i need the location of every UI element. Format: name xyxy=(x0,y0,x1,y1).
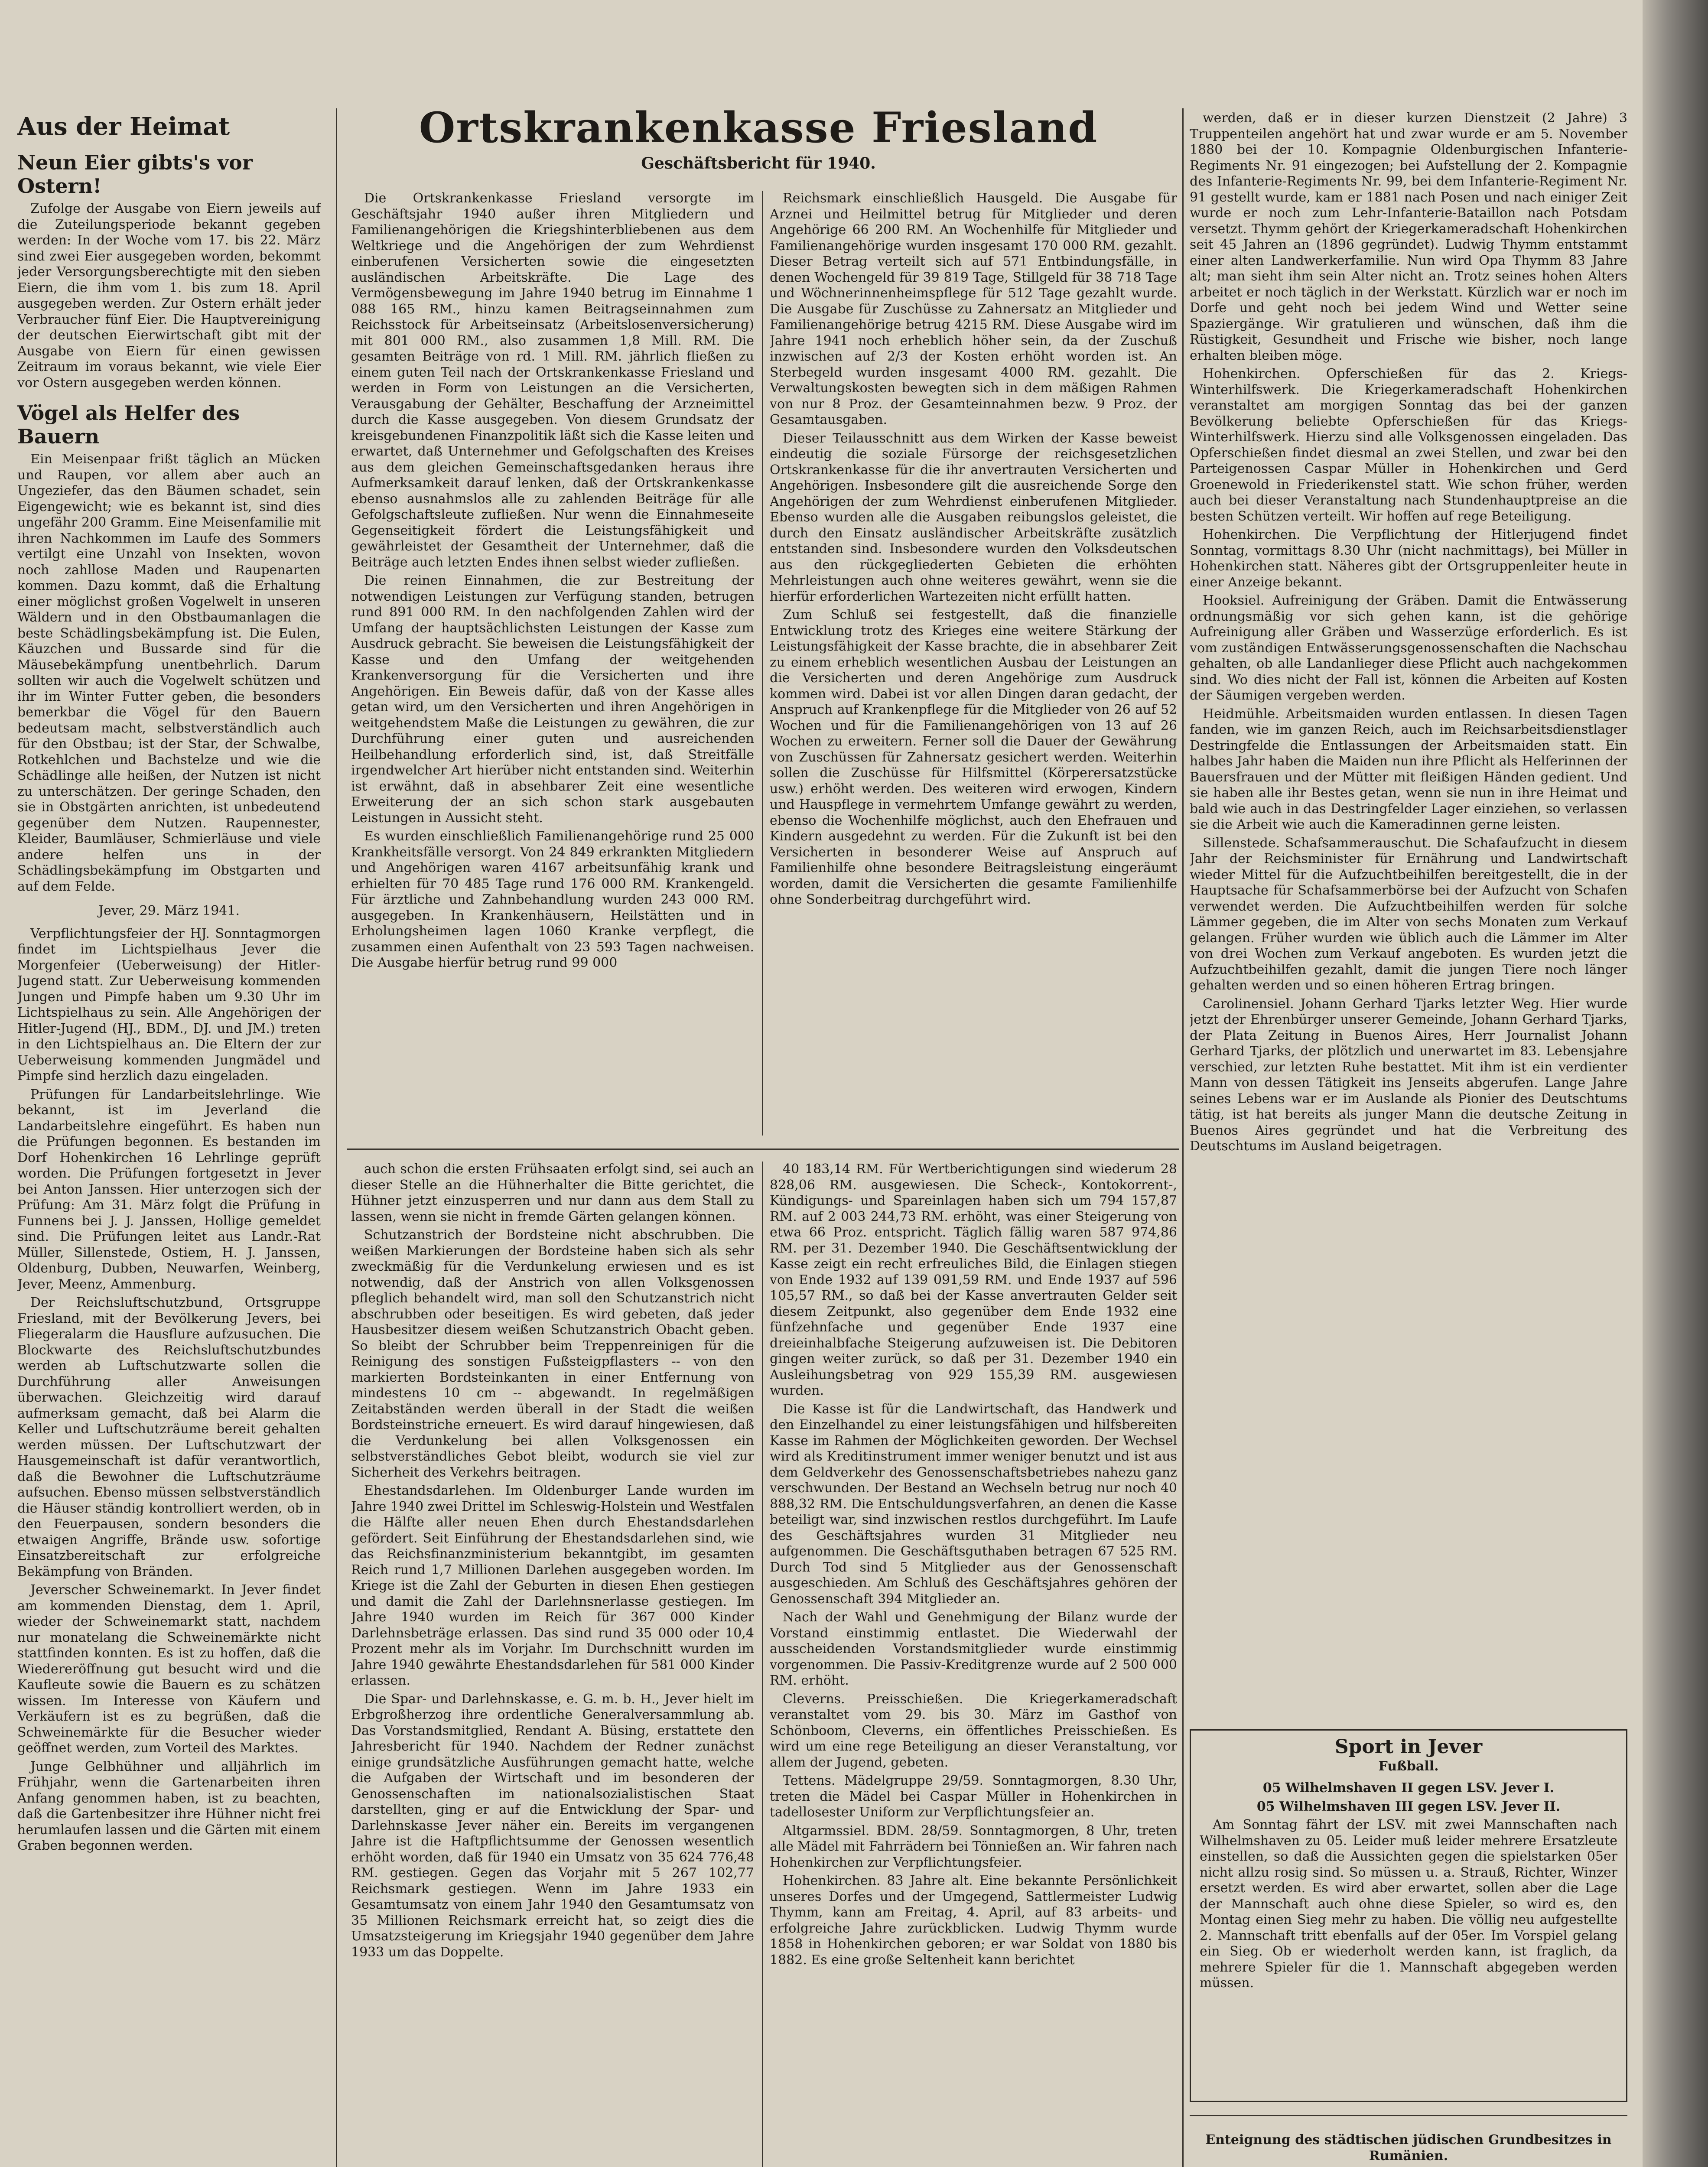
eggs-text: Zufolge der Ausgabe von Eiern jeweils auf die Zuteilungsperiode bekannt gegeben werden: In der Woche vom 17. bis 22. März sind zwei Eier ausgegeben worden, bekommt jeder Versorgungsberechtigte mit den sieben Eiern, die ihm vom 1. bis zum 18. April ausgegeben werden. Zur Ostern erhält jeder Verbraucher fünf Eier. Die Hauptvereinigung der deutschen Eierwirtschaft gibt mit der Ausgabe von Eiern für einen gewissen Zeitraum im voraus bekannt, wie viele Eier vor Ostern ausgegeben werden können. xyxy=(17,201,321,390)
regional-news-column xyxy=(1190,111,1627,1723)
news-item: Sillenstede. Schafsammerauschut. Die Schafaufzucht in diesem Jahr der Reichsminister für Ernährung und Landwirtschaft wieder Mittel für die Aufzuchtbeihilfen bereitgestellt, die in der Hauptsache für Schafsammerbörse bei der Aufzucht von Schafen verwendet werden. Die Aufzuchtbeihilfen werden für solche Lämmer gegeben, die im Alter von sechs Monaten zum Verkauf gelangen. Früher wurden wie üblich auch die Lämmer im Alter von drei Wochen zum Verkauf angeboten. Es wurden jetzt die Aufzuchtbeihilfen gezahlt, damit die jungen Tiere noch länger gehalten werden und so einen höheren Ertrag bringen. xyxy=(1190,835,1627,993)
rumania-heading: Enteignung des städtischen jüdischen Grundbesitzes in Rumänien. xyxy=(1205,2132,1612,2164)
birds-heading: Vögel als Helfer des Bauern xyxy=(17,401,240,448)
section-rule xyxy=(1190,2115,1627,2116)
news-item: Ehestandsdarlehen. Im Oldenburger Lande wurden im Jahre 1940 zwei Drittel im Schleswig-Holstein und Westfalen die Hälfte aller neuen Ehen durch Ehestandsdarlehen gefördert. Seit Einführung der Ehestandsdarlehen sind, wie das Reichsfinanzministerium bekanntgibt, im gesamten Reich rund 1,7 Millionen Darlehen ausgegeben worden. Im Kriege ist die Zahl der Geburten in diesen Ehen gestiegen und damit die Zahl der Darlehnsnerlasse gestiegen. Im Jahre 1940 wurden im Reich für 367 000 Kinder Darlehnsbeträge erlassen. Das sind rund 35 000 oder 10,4 Prozent mehr als im Vorjahr. Im Durchschnitt wurden im Jahre 1940 gewährte Ehestandsdarlehen für 581 000 Kinder erlassen. xyxy=(351,1483,754,1688)
news-item: Jeverscher Schweinemarkt. In Jever findet am kommenden Dienstag, dem 1. April, wieder der Schweinemarkt statt, nachdem nur monatelang die Schweinemärkte nicht stattfinden konnten. Es ist zu hoffen, daß die Wiedereröffnung gut besucht wird und die Kaufleute sowie die Bauern es zu schätzen wissen. Im Interesse von Käufern und Verkäufern ist es zu begrüßen, daß die Schweinemärkte für die Besucher wieder geöffnet werden, zum Vorteil des Marktes. xyxy=(17,1582,321,1756)
news-item: Tettens. Mädelgruppe 29/59. Sonntagmorgen, 8.30 Uhr, treten die Mädel bei Caspar Müller in Hohenkirchen in tadellosester Uniform zur Verpflichtungsfeier an. xyxy=(770,1773,1177,1820)
news-item: Die Kasse ist für die Landwirtschaft, das Handwerk und den Einzelhandel zu einer leistungsfähigen und hilfsbereiten Kasse im Rahmen der Möglichkeiten geworden. Der Wechsel wird als Kreditinstrument immer weniger benutzt und ist aus dem Geldverkehr des Genossenschaftsbetriebes nahezu ganz verschwunden. Der Bestand an Wechseln betrug nur noch 40 888,32 RM. Die Entschuldungsverfahren, an denen die Kasse beteiligt war, sind inzwischen restlos durchgeführt. Im Laufe des Geschäftsjahres wurden 31 Mitglieder neu aufgenommen. Die Geschäftsguthaben betragen 67 525 RM. Durch Tod sind 5 Mitglieder aus der Genossenschaft ausgeschieden. Am Schluß des Geschäftsjahres gehören der Genossenschaft 394 Mitglieder an. xyxy=(770,1401,1177,1607)
news-item: Verpflichtungsfeier der HJ. Sonntagmorgen findet im Lichtspielhaus Jever die Morgenfeier (Ueberweisung) der Hitler-Jugend statt. Zur Ueberweisung kommenden Jungen und Pimpfe haben um 9.30 Uhr im Lichtspielhaus zu sein. Alle Angehörigen der Hitler-Jugend (HJ., BDM., DJ. und JM.) treten in den Lichtspielhaus an. Die Eltern der zur Ueberweisung kommenden Jungmädel und Pimpfe sind herzlich dazu eingeladen. xyxy=(17,926,321,1084)
news-item: Cleverns. Preisschießen. Die Kriegerkameradschaft veranstaltet vom 29. bis 30. März im Gasthof von Schönboom, Cleverns, ein öffentliches Preisschießen. Es wird um eine rege Beteiligung an dieser Veranstaltung, vor allem der Jugend, gebeten. xyxy=(770,1691,1177,1770)
column-rule xyxy=(762,191,763,1136)
article-paragraph: Die reinen Einnahmen, die zur Bestreitung der notwendigen Leistungen zur Verfügung standen, betrugen rund 891 000 RM. In den nachfolgenden Zahlen wird der Umfang der hauptsächlichsten Leistungen der Kasse zum Ausdruck gebracht. Sie beweisen die Leistungsfähigkeit der Kasse und den Umfang der weitgehenden Krankenversorgung für die Versicherten und ihre Angehörigen. Ein Beweis dafür, daß von der Kasse alles getan wird, um den Versicherten und ihren Angehörigen in weitgehendstem Maße die Leistungen zu gewähren, die zur Durchführung einer guten und ausreichenden Heilbehandlung erforderlich sind, ist, daß Streitfälle irgendwelcher Art hierüber nicht entstanden sind. Weiterhin ist erwähnt, daß in absehbarer Zeit eine wesentliche Erweiterung der an sich schon stark ausgebauten Leistungen in Aussicht steht. xyxy=(351,573,754,826)
section-heading: Aus der Heimat xyxy=(17,112,230,141)
article-paragraph: Es wurden einschließlich Familienangehörige rund 25 000 Krankheitsfälle versorgt. Von 24 849 erkrankten Mitgliedern und Angehörigen waren 4167 arbeitsunfähig krank und erhielten für 70 485 Tage rund 176 000 RM. Krankengeld. Für ärztliche und Zahnbehandlung wurden 243 000 RM. ausgegeben. In Krankenhäusern, Heilstätten und in Erholungsheimen lagen 1060 Kranke verpflegt, die zusammen einen Aufenthalt von 23 593 Tagen nachweisen. Die Ausgabe hierfür betrug rund 99 000 xyxy=(351,829,754,970)
rumania-news-box xyxy=(1190,2128,1627,2167)
article-bottom-rule xyxy=(347,1149,1179,1150)
news-item: Der Reichsluftschutzbund, Ortsgruppe Friesland, mit der Bevölkerung Jevers, bei Fliegeralarm die Hausflure aufzusuchen. Die Blockwarte des Reichsluftschutzbundes werden ab Luftschutzwarte sollen die Durchführung aller Anweisungen überwachen. Gleichzeitig wird darauf aufmerksam gemacht, daß bei Alarm die Keller und Luftschutzräume bereit gehalten werden müssen. Der Luftschutzwart der Hausgemeinschaft ist dafür verantwortlich, daß die Bewohner die Luftschutzräume aufsuchen. Ebenso müssen selbstverständlich die Häuser ständig kontrolliert werden, ob in den Feuerpausen, sondern besonders die etwaigen Angriffe, Brände usw. sofortige Einsatzbereitschaft zur erfolgreiche Bekämpfung von Bränden. xyxy=(17,1295,321,1579)
sport-heading: Sport in Jever xyxy=(1334,1736,1483,1758)
match-fixture: 05 Wilhelmshaven III gegen LSV. Jever II. xyxy=(1256,1799,1561,1814)
news-item: Hooksiel. Aufreinigung der Gräben. Damit die Entwässerung ordnungsmäßig vor sich gehen kann, ist die gehörige Aufreinigung aller Gräben und Wasserzüge erforderlich. Es ist vom zuständigen Entwässerungsgenossenschaften die Nachschau gehalten, ob alle Landanlieger diese Pflicht auch nachgekommen sind. Wo dies nicht der Fall ist, können die Arbeiten auf Kosten der Säumigen vergeben werden. xyxy=(1190,593,1627,703)
news-item: Prüfungen für Landarbeitslehrlinge. Wie bekannt, ist im Jeverland die Landarbeitslehre eingeführt. Es haben nun die Prüfungen begonnen. Es bestanden im Dorf Hohenkirchen 16 Lehrlinge geprüft worden. Die Prüfungen fortgesetzt in Jever bei Anton Janssen. Hier unterzogen sich der Prüfung: Am 31. März folgt die Prüfung in Funnens bei J. J. Janssen, Hollige gemeldet sind. Die Prüfungen leitet aus Landr.-Rat Müller, Sillenstede, Ostiem, H. J. Janssen, Oldenburg, Dubben, Neuwarfen, Weinberg, Jever, Meenz, Ammenburg. xyxy=(17,1087,321,1292)
article-paragraph: Dieser Teilausschnitt aus dem Wirken der Kasse beweist eindeutig die soziale Fürsorge der reichsgesetzlichen Ortskrankenkasse für die ihr anvertrauten Versicherten und Angehörigen. Insbesondere gilt die ausreichende Sorge den Angehörigen der zum Wehrdienst einberufenen Mitglieder. Ebenso wurden alle die Ausgaben reibungslos geleistet, die durch den Einsatz ausländischer Arbeitskräfte zusätzlich entstanden sind. Insbesondere wurden den Volksdeutschen aus den rückgegliederten Gebieten die erhöhten Mehrleistungen auch ohne weiteres gewährt, wenn sie die hierfür erforderlichen Wartezeiten nicht erfüllt hatten. xyxy=(770,430,1177,604)
news-item: Altgarmssiel. BDM. 28/59. Sonntagmorgen, 8 Uhr, treten alle Mädel mit Fahrrädern bei Tönnießen an. Wir fahren nach Hohenkirchen zur Verpflichtungsfeier. xyxy=(770,1823,1177,1870)
sport-subheading: Fußball. xyxy=(1378,1758,1439,1774)
article-paragraph: Reichsmark einschließlich Hausgeld. Die Ausgabe für Arznei und Heilmittel betrug für Mitglieder und deren Angehörige 66 200 RM. An Wochenhilfe für Mitglieder und Familienangehörige wurden insgesamt 170 000 RM. gezahlt. Dieser Betrag verteilt sich auf 571 Entbindungsfälle, in denen Wochengeld für 39 819 Tage, Stillgeld für 38 718 Tage und Wöchnerinnenheimspflege für 512 Tage gezahlt wurde. Die Ausgabe für Zuschüsse zu Zahnersatz an Mitglieder und Familienangehörige betrug 4215 RM. Diese Ausgabe wird im Jahre 1941 noch erheblich höher sein, da der Zuschuß inzwischen auf 2/3 der Kosten erhöht worden ist. An Sterbegeld wurden insgesamt 4000 RM. gezahlt. Die Verwaltungskosten bewegten sich in dem mäßigen Rahmen von nur 8 Proz. der Gesamteinnahmen bezw. 9 Proz. der Gesamtausgaben. xyxy=(770,191,1177,427)
article-column-2 xyxy=(770,191,1177,1136)
article-paragraph: Die Ortskrankenkasse Friesland versorgte im Geschäftsjahr 1940 außer ihren Mitgliedern und Familienangehörigen die Kriegshinterbliebenen aus dem Weltkriege und die Angehörigen der zum Wehrdienst einberufenen Versicherten sowie die eingesetzten ausländischen Arbeitskräfte. Die Lage des Vermögensbewegung im Jahre 1940 betrug im Einnahme 1 088 165 RM., hinzu kamen Beitragseinnahmen zum Reichsstock für Arbeitseinsatz (Arbeitslosenversicherung) mit 801 000 RM., also zusammen 1,8 Mill. RM. Die gesamten Beiträge von rd. 1 Mill. RM. jährlich fließen zu einem guten Teil nach der Ortskrankenkasse Friesland und werden in Form von Leistungen an die Versicherten, Verausgabung der Gehälter, Beschaffung der Arzneimittel durch die Kasse ausgegeben. Von diesem Grundsatz der kreisgebundenen Finanzpolitik läßt sich die Kasse leiten und erwartet, daß Unternehmer und Gefolgschaften des Kreises aus dem gleichen Gemeinschaftsgedanken heraus ihre Aufmerksamkeit darauf lenken, daß der Ortskrankenkasse ebenso ausnahmslos alle zu zahlenden Beiträge für alle Gefolgschaftsleute zufließen. Nur wenn die Einnahmeseite Gegenseitigkeit fördert die Leistungsfähigkeit und gewährleistet der Gesamtheit der Unternehmer, daß die Beiträge auch letzten Endes ihnen selbst wieder zufließen. xyxy=(351,191,754,570)
birds-text: Ein Meisenpaar frißt täglich an Mücken und Raupen, vor allem aber auch an Ungeziefer, das den Bäumen schadet, sein Eigengewicht; wie es bekannt ist, sind dies ungefähr 200 Gramm. Eine Meisenfamilie mit ihren Nachkommen im Laufe des Sommers vertilgt eine Unzahl von Insekten, wovon noch zahllose Maden und Raupenarten kommen. Dazu kommt, daß die Erhaltung einer möglichst großen Vogelwelt in unseren Wäldern und in den Obstbaumanlagen die beste Schädlingsbekämpfung ist. Die Eulen, Käuzchen und Bussarde sind für die Mäusebekämpfung unentbehrlich. Darum sollten wir auch die Vogelwelt schützen und ihr im Winter Futter geben, die besonders bemerkbar die Vögel für den Bauern bedeutsam macht, selbstverständlich auch für den Obstbau; ist der Star, der Schwalbe, Rotkehlchen und Bachstelze und wie die Schädlinge alle heißen, der Nutzen ist nicht zu unterschätzen. Der geringe Schaden, den sie in Obstgärten anrichten, ist unbedeutend gegenüber dem Nutzen. Raupennester, Kleider, Baumläuser, Schmierläuse und viele andere helfen uns in der Schädlingsbekämpfung im Obstgarten und auf dem Felde. xyxy=(17,452,321,894)
page-edge-shadow xyxy=(1643,0,1708,2167)
news-item: Hohenkirchen. Die Verpflichtung der Hitlerjugend findet Sonntag, vormittags 8.30 Uhr (nicht nachmittags), bei Müller in Hohenkirchen statt. Näheres gibt der Ortsgruppenleiter heute in einer Anzeige bekannt. xyxy=(1190,527,1627,590)
news-item: Heidmühle. Arbeitsmaiden wurden entlassen. In diesen Tagen fanden, wie im ganzen Reich, auch im Reichsarbeitsdienstlager Destringfelde die Entlassungen der Arbeitsmaiden statt. Ein halbes Jahr haben die Maiden nun ihre Pflicht als Helferinnen der Bauersfrauen und der Mütter mit fleißigen Händen gedient. Und sie haben alle ihr Bestes getan, wenn sie nun in ihre Heimat und bald wie auch in das Destringfelder Lager einziehen, so verlassen sie die Arbeit wie auch die Kameradinnen gerne leisten. xyxy=(1190,706,1627,832)
column-rule xyxy=(762,1162,763,2167)
local-news-column xyxy=(17,108,321,2167)
sport-text: Am Sonntag fährt der LSV. mit zwei Mannschaften nach Wilhelmshaven zu 05. Leider muß leider mehrere Ersatzleute einstellen, so daß die Aussichten gegen die spielstarken 05er nicht allzu rosig sind. So müssen u. a. Strauß, Richter, Winzer ersetzt werden. Es wird aber erwartet, sollen aber die Lage der Mannschaft auch ohne diese Spieler, so wird es, den Montag einen Sieg mehr zu haben. Die völlig neu aufgestellte 2. Mannschaft tritt ebenfalls auf der 05er. Im Vorspiel gelang ein Sieg. Ob er wiederholt werden kann, ist fraglich, da mehrere Spieler für die 1. Mannschaft abgegeben werden müssen. xyxy=(1200,1817,1617,1991)
news-item: Hohenkirchen. 83 Jahre alt. Eine bekannte Persönlichkeit unseres Dorfes und der Umgegend, Sattlermeister Ludwig Thymm, kann am Freitag, 4. April, auf 83 arbeits- und erfolgreiche Jahre zurückblicken. Ludwig Thymm wurde 1858 in Hohenkirchen geboren; er war Soldat von 1880 bis 1882. Es eine große Seltenheit kann berichtet xyxy=(770,1873,1177,1968)
news-item: Die Spar- und Darlehnskasse, e. G. m. b. H., Jever hielt im Erbgroßherzog ihre ordentliche Generalversammlung ab. Das Vorstandsmitglied, Rendant A. Büsing, erstattete den Jahresbericht für 1940. Nachdem der Redner zunächst einige grundsätzliche Ausführungen gemacht hatte, welche die Aufgaben der Wirtschaft und im besonderen der Genossenschaften im nationalsozialistischen Staat darstellten, ging er auf die Entwicklung der Spar- und Darlehnskasse Jever näher ein. Bereits im vergangenen Jahre ist die Haftpflichtsumme der Genossen wesentlich erhöht worden, daß für 1940 ein Umsatz von 35 624 776,48 RM. gestiegen. Gegen das Vorjahr mit 5 267 102,77 Reichsmark gestiegen. Wenn im Jahre 1933 ein Gesamtumsatz von einem Jahr 1940 den Gesamtumsatz von 35 Millionen Reichsmark erreicht hat, so zeigt dies die Umsatzsteigerung im Kriegsjahr 1940 gegenüber dem Jahre 1933 um das Doppelte. xyxy=(351,1691,754,1960)
news-item: Carolinensiel. Johann Gerhard Tjarks letzter Weg. Hier wurde jetzt der Ehrenbürger unserer Gemeinde, Johann Gerhard Tjarks, der Plata Zeitung in Buenos Aires, Herr Journalist Johann Gerhard Tjarks, der plötzlich und unerwartet im 83. Lebensjahre verschied, zur letzten Ruhe bestattet. Mit ihm ist ein verdienter Mann von dessen Tätigkeit ins Jenseits abgerufen. Lange Jahre seines Lebens war er im Auslande als Pionier des Deutschtums tätig, ist hat bereits als junger Mann die deutsche Zeitung in Buenos Aires gegründet und hat die Verbreitung des Deutschtums im Ausland beigetragen. xyxy=(1190,996,1627,1154)
article-column-1 xyxy=(351,191,754,1136)
news-item: Schutzanstrich der Bordsteine nicht abschrubben. Die weißen Markierungen der Bordsteine haben sich als sehr zweckmäßig für die Verdunkelung erwiesen und es ist notwendig, daß der Anstrich von allen Volksgenossen pfleglich behandelt wird, man soll den Schutzanstrich nicht abschrubben oder beseitigen. Es wird gebeten, daß jeder Hausbesitzer diesem weißen Schutzanstrich Obacht geben. So bleibt der Schrubber beim Treppenreinigen für die Reinigung des sonstigen Fußsteigpflasters -- von den markierten Bordsteinkanten in einer Entfernung von mindestens 10 cm -- abgewandt. In regelmäßigen Zeitabständen werden überall in der Stadt die weißen Bordsteinstriche erneuert. Es wird darauf hingewiesen, daß die Verdunkelung bei allen Volksgenossen ein selbstverständliches Gebot bleibt, wodurch sie viel zur Sicherheit des Verkehrs beitragen. xyxy=(351,1227,754,1480)
article-subheadline: Geschäftsbericht für 1940. xyxy=(641,154,876,172)
article-paragraph: Zum Schluß sei festgestellt, daß die finanzielle Entwicklung trotz des Krieges eine weitere Stärkung der Leistungsfähigkeit der Kasse brachte, die in absehbarer Zeit zu einem erheblich wesentlichen Ausbau der Leistungen an die Versicherten und deren Angehörige zum Ausdruck kommen wird. Dabei ist vor allen Dingen daran gedacht, der Anspruch auf Krankenpflege für die Mitglieder von 26 auf 52 Wochen und für die Familienangehörigen von 13 auf 26 Wochen zu erweitern. Ferner soll die Dauer der Gewährung von Zuschüssen für Zahnersatz gesichert werden. Weiterhin sollen die Zuschüsse für Hilfsmittel (Körperersatzstücke usw.) erhöht werden. Des weiteren wird erwogen, Kindern und Hauspflege in vermehrtem Umfange gewährt zu werden, ebenso die Wochenhilfe möglichst, auch den Ehefrauen und Kindern ausgedehnt zu werden. Für die Zukunft ist bei den Versicherten in besonderer Weise auf Anspruch auf Familienhilfe ohne besondere Beitragsleistung eingeräumt worden, damit die Versicherten die gesamte Familienhilfe ohne Sonderbeitrag durchgeführt wird. xyxy=(770,607,1177,907)
news-item: werden, daß er in dieser kurzen Dienstzeit (2 Jahre) 3 Truppenteilen angehört hat und zwar wurde er am 5. November 1880 bei der 10. Kompagnie Oldenburgischen Infanterie-Regiments Nr. 91 eingezogen; bei Aufstellung der 2. Kompagnie des Infanterie-Regiments Nr. 99, bei dem Infanterie-Regiment Nr. 91 gestellt wurde, kam er 1881 nach Posen und nach einiger Zeit wurde er noch zum Lehr-Infanterie-Bataillon nach Potsdam versetzt. Thymm gehört der Kriegerkameradschaft Hohenkirchen seit 45 Jahren an (1896 gegründet). Ludwig Thymm entstammt einer alten Landwerkerfamilie. Nun wird Opa Thymm 83 Jahre alt; man sieht ihm sein Alter nicht an. Trotz seines hohen Alters arbeitet er noch täglich in der Werkstatt. Kürzlich war er noch im Dorfe und geht noch bei jedem Wind und Wetter seine Spaziergänge. Wir gratulieren und wünschen, daß ihm die Rüstigkeit, Gesundheit und Frische wie bisher, noch lange erhalten bleiben möge. xyxy=(1190,111,1627,363)
news-item: Nach der Wahl und Genehmigung der Bilanz wurde der Vorstand einstimmig entlastet. Die Wiederwahl der ausscheidenden Vorstandsmitglieder wurde einstimmig vorgenommen. Die Passiv-Kreditgrenze wurde auf 2 500 000 RM. erhöht. xyxy=(770,1610,1177,1688)
lower-column-1 xyxy=(351,1162,754,2167)
column-rule xyxy=(1182,108,1184,2167)
match-fixture: 05 Wilhelmshaven II gegen LSV. Jever I. xyxy=(1262,1780,1555,1796)
eggs-heading: Neun Eier gibts's vor Ostern! xyxy=(17,151,253,198)
article-headline: Ortskrankenkasse Friesland xyxy=(419,103,1098,152)
news-item: 40 183,14 RM. Für Wertberichtigungen sind wiederum 28 828,06 RM. ausgewiesen. Die Scheck-, Kontokorrent-, Kündigungs- und Spareinlagen haben sich um 794 157,87 RM. auf 2 003 244,73 RM. erhöht, was einer Steigerung von etwa 66 Proz. entspricht. Täglich fällig waren 587 974,86 RM. per 31. Dezember 1940. Die Geschäftsentwicklung der Kasse zeigt ein recht erfreuliches Bild, die Einlagen stiegen von Ende 1932 auf 139 091,59 RM. und Ende 1937 auf 596 105,57 RM., so daß bei der Kasse anvertrauten Gelder seit diesem Zeitpunkt, also gegenüber dem Ende 1932 eine fünfzehnfache und gegenüber Ende 1937 eine dreieinhalbfache Steigerung aufzuweisen ist. Die Debitoren gingen weiter zurück, so daß per 31. Dezember 1940 ein Ausleihungsbetrag von 929 155,39 RM. ausgewiesen wurden. xyxy=(770,1162,1177,1398)
column-rule xyxy=(336,108,337,2167)
news-item: auch schon die ersten Frühsaaten erfolgt sind, sei auch an dieser Stelle an die Hühnerhalter die Bitte gerichtet, die Hühner jetzt einzusperren und nur dann aus dem Stall zu lassen, wenn sie nicht in fremde Gärten gelangen können. xyxy=(351,1162,754,1224)
dateline: Jever, 29. März 1941. xyxy=(98,903,240,918)
sport-box xyxy=(1190,1729,1627,2102)
news-item: Hohenkirchen. Opferschießen für das 2. Kriegs-Winterhilfswerk. Die Kriegerkameradschaft Hohenkirchen veranstaltet am morgigen Sonntag das bei der ganzen Bevölkerung beliebte Opferschießen für das Kriegs-Winterhilfswerk. Hierzu sind alle Volksgenossen eingeladen. Das Opferschießen findet diesmal an zwei Stellen, und zwar bei den Parteigenossen Caspar Müller in Hohenkirchen und Gerd Groenewold in Friederikenstel statt. Wie schon früher, werden auch bei dieser Veranstaltung nach Stundenhauptpreise an die besten Schützen verteilt. Wir hoffen auf rege Beteiligung. xyxy=(1190,366,1627,524)
lower-column-2 xyxy=(770,1162,1177,2167)
news-item: Junge Gelbhühner und alljährlich im Frühjahr, wenn die Gartenarbeiten ihren Anfang genommen haben, ist zu beachten, daß die Gartenbesitzer ihre Hühner nicht frei herumlaufen lassen und die Gärten mit einem Graben begonnen werden. xyxy=(17,1759,321,1853)
